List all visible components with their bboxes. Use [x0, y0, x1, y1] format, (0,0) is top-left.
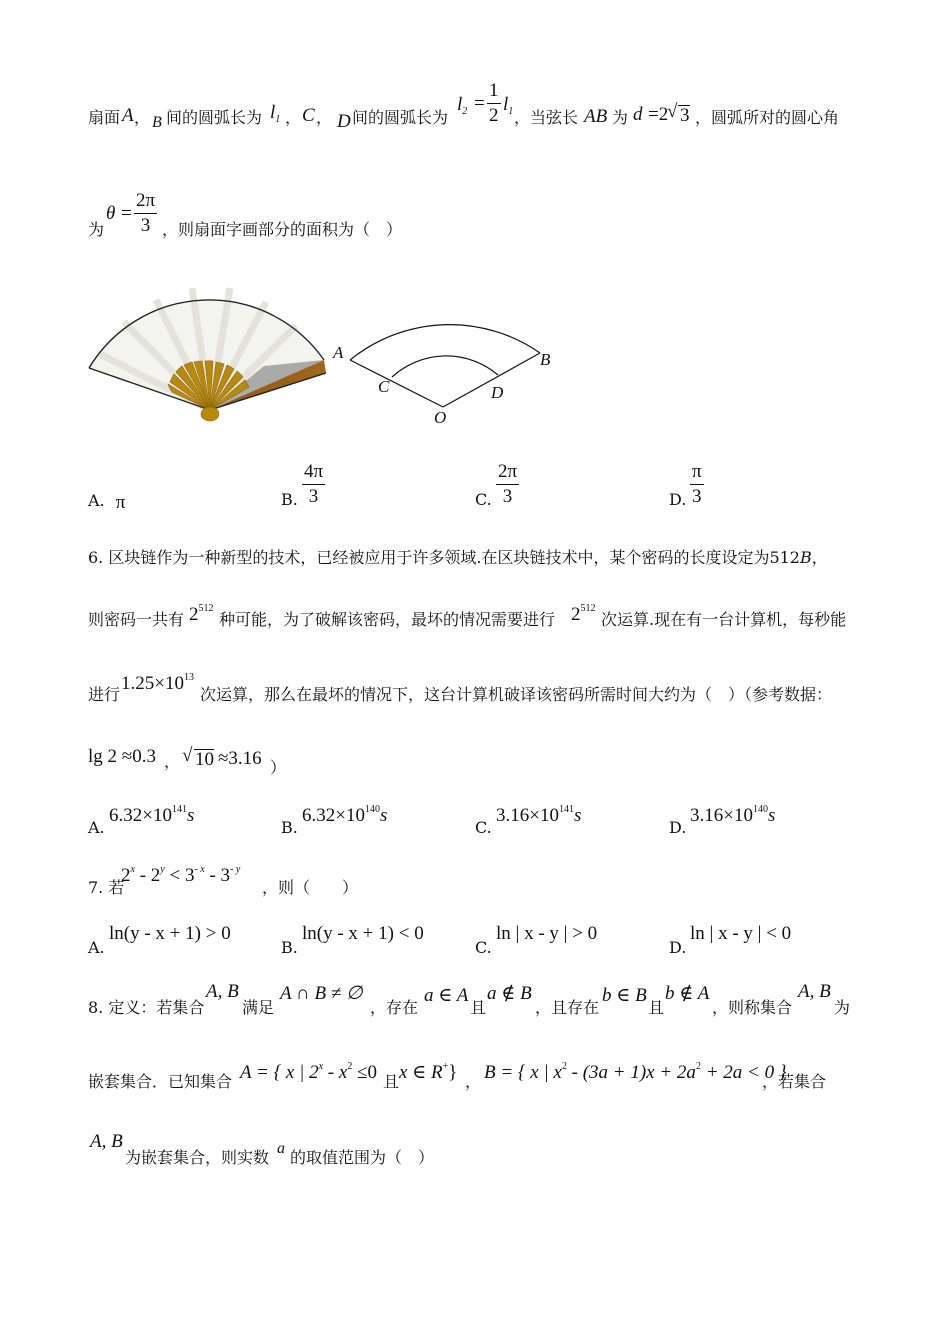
q5-option-d[interactable] — [669, 490, 686, 509]
q5-l2: $l_2$ — [457, 94, 468, 117]
q5-point-a: A — [122, 105, 134, 126]
q5-d-value: =2 — [648, 104, 669, 125]
inner-arc — [392, 356, 498, 377]
q5-text: ， — [316, 108, 333, 127]
q8-sets-ab: A, B — [206, 981, 239, 1002]
q8-a-notin-b: a ∉ B — [487, 983, 532, 1004]
sector-diagram — [330, 290, 570, 430]
q5-l1-b: $l_1$ — [503, 94, 514, 117]
option-label: A. — [88, 491, 105, 510]
q8-sets-ab: A, B — [798, 981, 831, 1002]
q8-text: 为 — [834, 998, 851, 1017]
q5-d: d — [633, 104, 643, 125]
q6-power: $2^{512}$ — [571, 603, 596, 625]
label-d: D — [491, 383, 504, 402]
q8-text: ， — [465, 1072, 482, 1091]
q5-point-c: C — [302, 105, 315, 126]
q5-half-fraction: 1 2 — [489, 80, 499, 126]
sqrt-icon: √ — [667, 101, 678, 122]
q6-approx: ≈3.16 — [218, 748, 262, 769]
fan-illustration — [84, 280, 334, 430]
q5-sqrt3: √ 3 — [667, 101, 690, 126]
q6-text: ） — [270, 758, 287, 777]
q5-l1: $l_1$ — [270, 102, 281, 125]
q6-option-c[interactable] — [475, 818, 492, 837]
option-label: C. — [475, 818, 492, 837]
q5-option-c[interactable] — [475, 490, 492, 509]
q5-option-d-fraction: π 3 — [692, 461, 702, 507]
q6-speed: $1.25\times 10^{13}$ — [121, 672, 194, 694]
q8-set-a: A = { x | $2^x - x^2 \le 0$ — [240, 1061, 377, 1083]
q8-text: ，若集合 — [762, 1072, 827, 1091]
q6-text: 种可能，为了破解该密码，最坏的情况需要进行 — [219, 610, 556, 629]
q6-option-c-value: $3.16\times 10^{141}s$ — [496, 804, 582, 826]
q5-option-b[interactable] — [281, 490, 298, 509]
q8-text: 满足 — [242, 998, 275, 1017]
q6-text: 则密码一共有 — [88, 610, 185, 629]
option-label: D. — [669, 490, 687, 509]
q8-set-a-condition: x ∈ R+} — [399, 1061, 458, 1083]
q6-text: 进行 — [88, 685, 121, 704]
q8-text: 8. 定义：若集合 — [88, 998, 205, 1017]
q6-sqrt10: √ 10 — [182, 745, 214, 770]
label-b: B — [540, 350, 551, 369]
sqrt-icon: √ — [182, 745, 193, 766]
label-c: C — [378, 377, 390, 396]
q6-option-d[interactable] — [669, 818, 686, 837]
q5-point-d: D — [337, 111, 351, 132]
option-label: C. — [475, 938, 492, 957]
q8-set-b: B = { x | $x^2 - (3a + 1)x + 2a^2 + 2a < 0$ } — [484, 1061, 787, 1083]
option-label: D. — [669, 818, 687, 837]
q6-text: 次运算.现在有一台计算机，每秒能 — [601, 610, 847, 629]
q8-b-notin-a: b ∉ A — [665, 983, 710, 1004]
q8-text: 且 — [470, 998, 487, 1017]
q5-text: 间的圆弧长为 — [352, 108, 449, 127]
option-label: A. — [88, 938, 105, 957]
q6-line1: 6. 区块链作为一种新型的技术，已经被应用于许多领域.在区块链技术中，某个密码的长度设定为512B， — [88, 548, 828, 567]
q8-intersection: A ∩ B ≠ ∅ — [280, 983, 363, 1004]
q6-option-a[interactable] — [88, 818, 105, 837]
q6-text: 次运算，那么在最坏的情况下，这台计算机破译该密码所需时间大约为（ ）（参考数据： — [200, 685, 833, 704]
option-label: A. — [88, 818, 105, 837]
q8-a-in-a: a ∈ A — [424, 985, 469, 1006]
q5-option-a[interactable] — [88, 490, 126, 513]
q6-power: $2^{512}$ — [189, 603, 214, 625]
q5-text: ，圆弧所对的圆心角 — [695, 108, 840, 127]
q8-text: 的取值范围为（ ） — [290, 1148, 435, 1167]
option-label: B. — [281, 938, 298, 957]
q8-text: 且 — [383, 1072, 400, 1091]
option-label: C. — [475, 490, 492, 509]
q7-option-c[interactable] — [475, 938, 492, 957]
q7-text: 7. 若 — [88, 878, 125, 897]
q7-text: ，则（ ） — [262, 878, 359, 897]
q6-option-b-value: $6.32\times 10^{140}s$ — [302, 804, 388, 826]
q8-text: 为嵌套集合，则实数 — [125, 1148, 270, 1167]
q5-option-b-fraction: 4π 3 — [304, 461, 324, 507]
q5-equals: = — [474, 93, 485, 114]
q7-option-d[interactable] — [669, 938, 686, 957]
q5-ab: AB — [584, 106, 608, 127]
q5-text: ，则扇面字画部分的面积为（ ） — [162, 220, 403, 239]
q8-sets-ab: A, B — [90, 1131, 123, 1152]
q8-variable-a: a — [277, 1140, 285, 1157]
option-value: π — [115, 492, 126, 513]
outer-arc — [350, 325, 540, 360]
q8-text: 嵌套集合．已知集合 — [88, 1072, 233, 1091]
q7-option-c-value: ln | x - y | > 0 — [496, 923, 598, 944]
q5-text: 扇面 — [88, 108, 121, 127]
q5-theta-fraction: 2π 3 — [136, 190, 156, 236]
q6-option-a-value: $6.32\times 10^{141}s$ — [109, 804, 195, 826]
option-label: D. — [669, 938, 687, 957]
q5-text: 为 — [612, 108, 629, 127]
option-label: B. — [281, 818, 298, 837]
q7-option-b-value: ln(y - x + 1) < 0 — [302, 923, 424, 944]
label-a: A — [333, 343, 344, 362]
q5-equals: = — [121, 203, 132, 224]
q8-text: ，存在 — [370, 998, 419, 1017]
q5-theta: θ — [106, 203, 116, 224]
q7-option-d-value: ln | x - y | < 0 — [690, 923, 792, 944]
q8-b-in-b: b ∈ B — [602, 985, 647, 1006]
left-radius — [350, 360, 443, 407]
option-label: B. — [281, 490, 298, 509]
q5-text: 间的圆弧长为 — [166, 108, 263, 127]
q8-text: ，则称集合 — [712, 998, 793, 1017]
q7-option-a[interactable] — [88, 938, 105, 957]
q6-option-d-value: $3.16\times 10^{140}s$ — [690, 804, 776, 826]
q5-option-c-fraction: 2π 3 — [498, 461, 518, 507]
q7-option-a-value: ln(y - x + 1) > 0 — [109, 923, 231, 944]
q6-lg: lg 2 ≈0.3 — [88, 746, 156, 767]
q7-inequality: $2^x - 2^y < 3^{- x} - 3^{- y}$ — [121, 864, 241, 886]
q5-point-b: B — [152, 114, 162, 131]
q5-text: 为 — [88, 220, 105, 239]
q6-text: ， — [164, 752, 181, 771]
q8-text: 且 — [648, 998, 665, 1017]
q8-text: ，且存在 — [535, 998, 600, 1017]
q5-text: ，当弦长 — [514, 108, 579, 127]
fan-paper — [89, 288, 326, 410]
q5-text: ， — [285, 108, 302, 127]
q5-text: ， — [134, 108, 151, 127]
label-o: O — [434, 408, 447, 427]
q7-option-b[interactable] — [281, 938, 298, 957]
q6-option-b[interactable] — [281, 818, 298, 837]
